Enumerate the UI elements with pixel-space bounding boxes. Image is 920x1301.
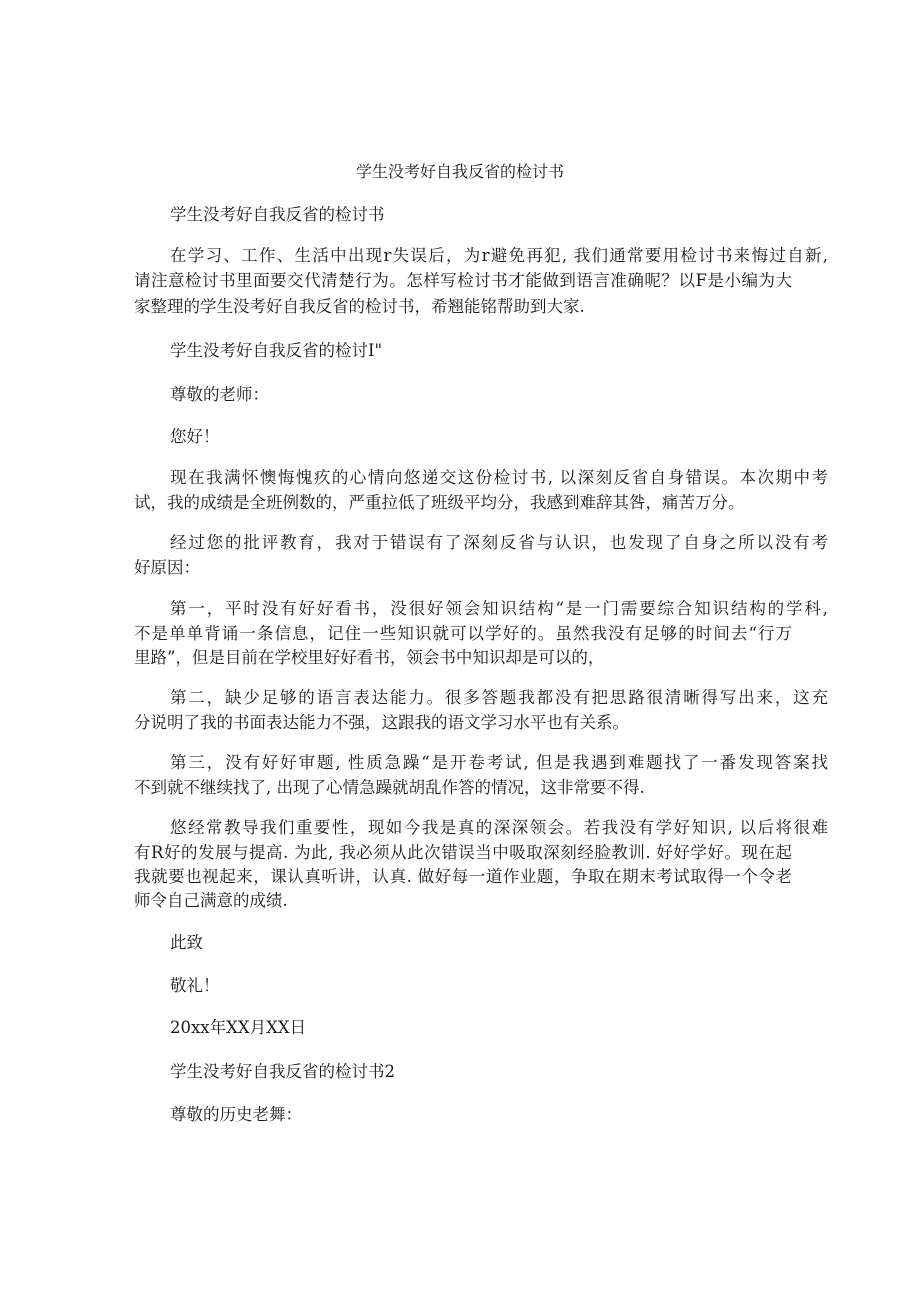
paragraph-line: 试，我的成绩是全班例数的，严重拉低了班级平均分，我感到难辞其咎，痛苦万分。: [134, 493, 745, 512]
paragraph-line: 里路”，但是目前在学校里好好看书，领会书中知识却是可以的，: [134, 648, 605, 667]
intro-line: 请注意检讨书里面要交代清楚行为。怎样写检讨书才能做到语言准确呢？以F是小编为大: [134, 271, 792, 290]
paragraph-line: 分说明了我的书面表达能力不强，这跟我的语文学习水平也有关系。: [134, 713, 629, 732]
paragraph-line: 第二，缺少足够的语言表达能力。很多答题我都没有把思路很清晰得写出来，这充: [170, 688, 828, 707]
closing-line-1: 此致: [170, 933, 203, 952]
closing-line-2: 敬礼！: [170, 976, 220, 995]
salutation-2: 尊敬的历史老舞：: [170, 1105, 302, 1124]
document-title: 学生没考好自我反省的检讨书: [355, 162, 564, 181]
paragraph-line: 悠经常教导我们重要性，现如今我是真的深深领会。若我没有学好知识, 以后将很难: [170, 818, 828, 837]
section2-heading: 学生没考好自我反省的检讨书2: [170, 1062, 395, 1081]
salutation-1: 尊敬的老师：: [170, 385, 269, 404]
paragraph-line: 有R好的发展与提高. 为此, 我必须从此次错误当中吸取深刻经脸教训. 好好学好。现在起: [134, 843, 792, 862]
paragraph-line: 不是单单背诵一条信息，记住一些知识就可以学好的。虽然我没有足够的时间去“行万: [134, 624, 792, 643]
paragraph-line: 我就要也视起来，课认真听讲，认真. 做好每一道作业题，争取在期末考试取得一个令老: [134, 867, 792, 886]
greeting: 您好！: [170, 427, 220, 446]
paragraph-line: 经过您的批评教育，我对于错误有了深刻反省与认识，也发现了自身之所以没有考: [170, 533, 828, 552]
paragraph-line: 师令自己满意的成绩.: [134, 891, 288, 910]
intro-line: 家整理的学生没考好自我反省的检讨书，希翘能铭帮助到大家.: [134, 297, 585, 316]
paragraph-line: 第三，没有好好审题, 性质急躁“是开卷考试, 但是我遇到难题找了一番发现答案找: [170, 753, 828, 772]
paragraph-line: 不到就不继续找了, 出现了心情急躁就胡乱作答的情况，这非常要不得.: [134, 778, 645, 797]
paragraph-line: 现在我满怀懊悔愧疚的心情向悠递交这份检讨书, 以深刻反省自身错误。本次期中考: [170, 468, 828, 487]
intro-line: 在学习、工作、生活中出现r失误后，为r避免再犯, 我们通常要用检讨书来悔过自新,: [170, 246, 828, 265]
section1-heading: 学生没考好自我反省的检讨I": [170, 341, 383, 360]
paragraph-line: 好原因：: [134, 558, 200, 577]
document-subtitle: 学生没考好自我反省的检讨书: [170, 205, 385, 224]
paragraph-line: 第一，平时没有好好看书，没很好领会知识结构“是一门需要综合知识结构的学科,: [170, 599, 828, 618]
letter-date: 20xx年XX月XX日: [170, 1018, 307, 1037]
